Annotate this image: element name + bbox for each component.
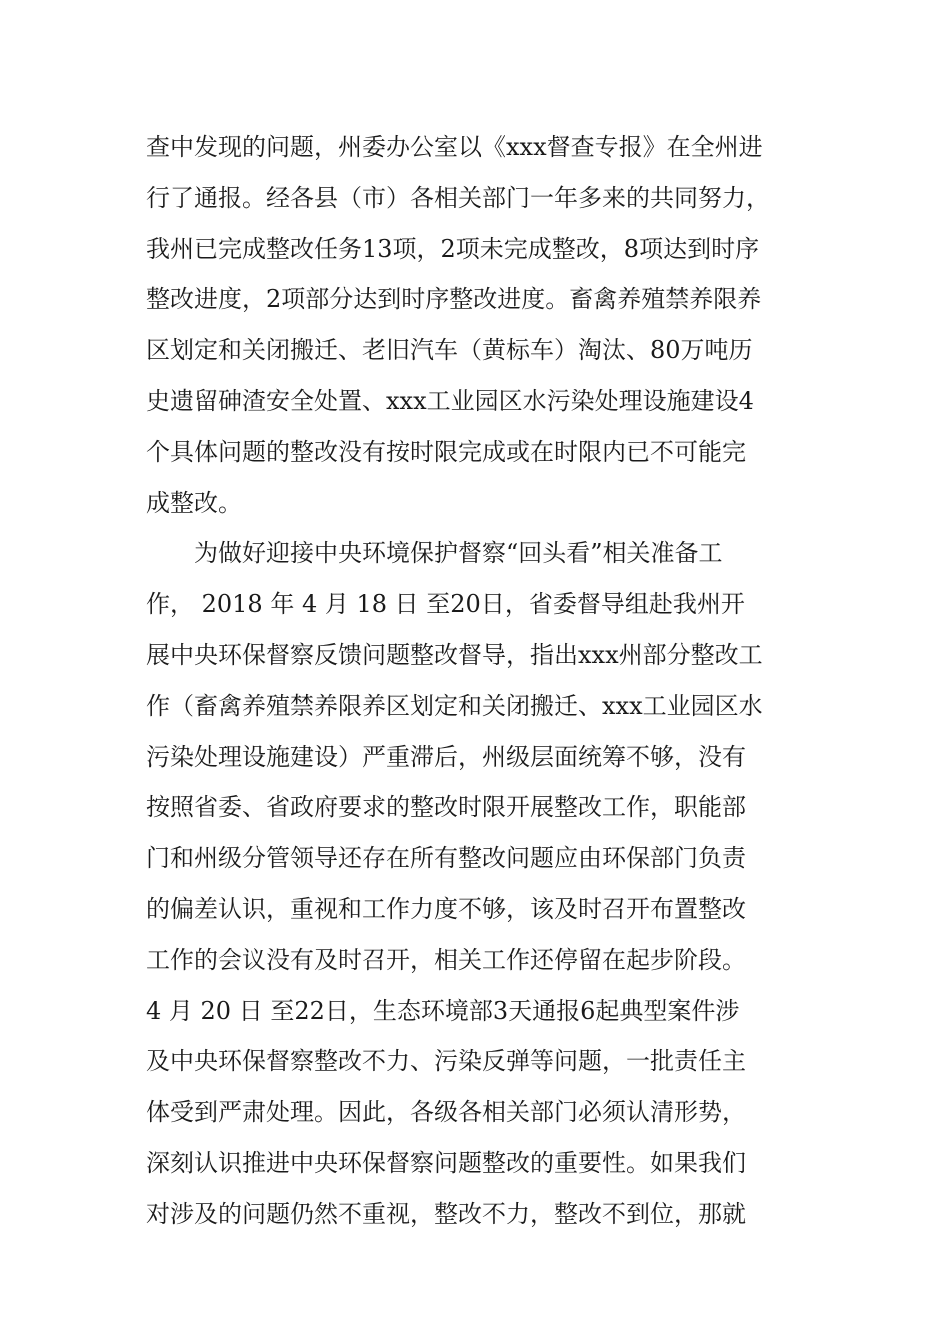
paragraph-line: 4 月 20 日 至22日，生态环境部3天通报6起典型案件涉 — [146, 996, 740, 1025]
paragraph-line: 工作的会议没有及时召开，相关工作还停留在起步阶段。 — [146, 945, 746, 974]
paragraph-line: 体受到严肃处理。因此，各级各相关部门必须认清形势， — [146, 1098, 746, 1127]
paragraph-1 — [146, 122, 816, 528]
document-body — [146, 122, 816, 1240]
paragraph-line: 查中发现的问题，州委办公室以《xxx督查专报》在全州进 — [146, 133, 763, 161]
paragraph-line: 区划定和关闭搬迁、老旧汽车（黄标车）淘汰、80万吨历 — [146, 336, 753, 365]
paragraph-line: 的偏差认识，重视和工作力度不够，该及时召开布置整改 — [146, 894, 746, 923]
paragraph-line: 展中央环保督察反馈问题整改督导，指出xxx州部分整改工 — [146, 640, 763, 669]
paragraph-line: 对涉及的问题仍然不重视，整改不力，整改不到位，那就 — [146, 1199, 746, 1228]
paragraph-line: 按照省委、省政府要求的整改时限开展整改工作，职能部 — [146, 793, 746, 822]
paragraph-line: 作（畜禽养殖禁养限养区划定和关闭搬迁、xxx工业园区水 — [146, 691, 763, 720]
paragraph-line: 门和州级分管领导还存在所有整改问题应由环保部门负责 — [146, 844, 746, 873]
paragraph-line: 史遗留砷渣安全处置、xxx工业园区水污染处理设施建设4 — [146, 386, 754, 415]
paragraph-line: 我州已完成整改任务13项，2项未完成整改，8项达到时序 — [146, 234, 760, 263]
paragraph-line: 整改进度，2项部分达到时序整改进度。畜禽养殖禁养限养 — [146, 285, 762, 314]
paragraph-line: 成整改。 — [146, 488, 242, 517]
paragraph-line: 及中央环保督察整改不力、污染反弹等问题，一批责任主 — [146, 1047, 746, 1076]
paragraph-line: 为做好迎接中央环境保护督察“回头看”相关准备工 — [194, 539, 723, 568]
paragraph-line: 行了通报。经各县（市）各相关部门一年多来的共同努力， — [146, 183, 770, 212]
paragraph-line: 作， 2018 年 4 月 18 日 至20日，省委督导组赴我州开 — [146, 590, 745, 619]
paragraph-2 — [146, 528, 816, 1239]
paragraph-line: 污染处理设施建设）严重滞后，州级层面统筹不够，没有 — [146, 742, 746, 771]
paragraph-line: 个具体问题的整改没有按时限完成或在时限内已不可能完 — [146, 437, 746, 466]
paragraph-line: 深刻认识推进中央环保督察问题整改的重要性。如果我们 — [146, 1148, 746, 1177]
